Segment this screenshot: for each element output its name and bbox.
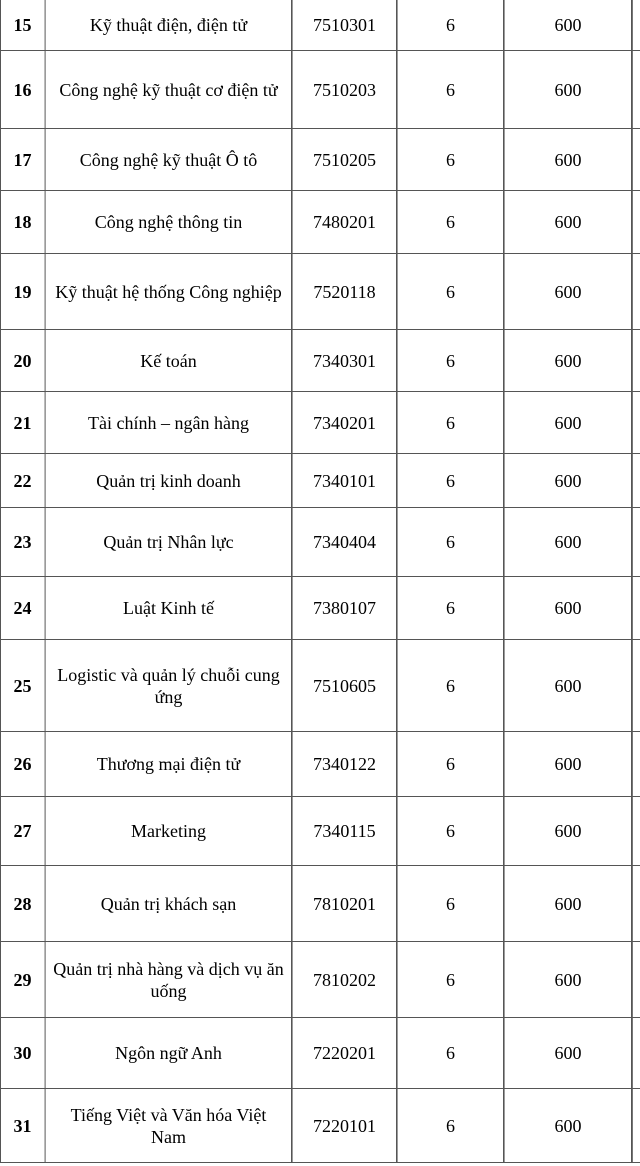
- program-name: Kế toán: [45, 330, 292, 391]
- row-number: 23: [0, 508, 45, 576]
- program-name: Kỹ thuật hệ thống Công nghiệp: [45, 254, 292, 329]
- program-name: Công nghệ kỹ thuật Ô tô: [45, 129, 292, 190]
- years-value: 6: [397, 330, 504, 391]
- row-number: 31: [0, 1089, 45, 1162]
- years-value: 6: [397, 577, 504, 639]
- quota-value: 600: [504, 454, 632, 507]
- trailing-cell: [632, 866, 640, 941]
- quota-value: 600: [504, 640, 632, 731]
- years-value: 6: [397, 254, 504, 329]
- row-number: 19: [0, 254, 45, 329]
- years-value: 6: [397, 0, 504, 50]
- quota-value: 600: [504, 1089, 632, 1162]
- table-row: [0, 51, 640, 129]
- trailing-cell: [632, 508, 640, 576]
- program-name: Logistic và quản lý chuỗi cung ứng: [45, 640, 292, 731]
- trailing-cell: [632, 129, 640, 190]
- program-code: 7510301: [292, 0, 397, 50]
- program-code: 7340201: [292, 392, 397, 453]
- program-code: 7810201: [292, 866, 397, 941]
- table-row: [0, 797, 640, 866]
- table-row: [0, 1089, 640, 1163]
- program-code: 7510605: [292, 640, 397, 731]
- row-number: 22: [0, 454, 45, 507]
- years-value: 6: [397, 732, 504, 796]
- quota-value: 600: [504, 0, 632, 50]
- table-row: [0, 866, 640, 942]
- row-number: 30: [0, 1018, 45, 1088]
- trailing-cell: [632, 640, 640, 731]
- quota-value: 600: [504, 392, 632, 453]
- trailing-cell: [632, 797, 640, 865]
- years-value: 6: [397, 1018, 504, 1088]
- years-value: 6: [397, 508, 504, 576]
- table-row: [0, 1018, 640, 1089]
- program-name: Ngôn ngữ Anh: [45, 1018, 292, 1088]
- program-name: Kỹ thuật điện, điện tử: [45, 0, 292, 50]
- trailing-cell: [632, 577, 640, 639]
- quota-value: 600: [504, 254, 632, 329]
- row-number: 21: [0, 392, 45, 453]
- trailing-cell: [632, 454, 640, 507]
- program-name: Quản trị Nhân lực: [45, 508, 292, 576]
- program-name: Quản trị khách sạn: [45, 866, 292, 941]
- row-number: 16: [0, 51, 45, 128]
- trailing-cell: [632, 330, 640, 391]
- table-row: [0, 640, 640, 732]
- program-code: 7340122: [292, 732, 397, 796]
- program-code: 7810202: [292, 942, 397, 1017]
- program-code: 7510205: [292, 129, 397, 190]
- table-row: [0, 732, 640, 797]
- program-code: 7480201: [292, 191, 397, 253]
- trailing-cell: [632, 0, 640, 50]
- trailing-cell: [632, 732, 640, 796]
- row-number: 17: [0, 129, 45, 190]
- quota-value: 600: [504, 1018, 632, 1088]
- row-number: 25: [0, 640, 45, 731]
- table-row: [0, 508, 640, 577]
- years-value: 6: [397, 191, 504, 253]
- years-value: 6: [397, 392, 504, 453]
- years-value: 6: [397, 454, 504, 507]
- row-number: 20: [0, 330, 45, 391]
- program-name: Công nghệ thông tin: [45, 191, 292, 253]
- row-number: 24: [0, 577, 45, 639]
- program-code: 7340101: [292, 454, 397, 507]
- years-value: 6: [397, 1089, 504, 1162]
- quota-value: 600: [504, 51, 632, 128]
- program-name: Thương mại điện tử: [45, 732, 292, 796]
- years-value: 6: [397, 129, 504, 190]
- row-number: 15: [0, 0, 45, 50]
- program-name: Quản trị nhà hàng và dịch vụ ăn uống: [45, 942, 292, 1017]
- years-value: 6: [397, 797, 504, 865]
- program-name: Marketing: [45, 797, 292, 865]
- quota-value: 600: [504, 508, 632, 576]
- program-code: 7220201: [292, 1018, 397, 1088]
- row-number: 26: [0, 732, 45, 796]
- row-number: 27: [0, 797, 45, 865]
- years-value: 6: [397, 942, 504, 1017]
- trailing-cell: [632, 51, 640, 128]
- program-code: 7510203: [292, 51, 397, 128]
- program-code: 7380107: [292, 577, 397, 639]
- table-row: [0, 0, 640, 51]
- trailing-cell: [632, 1089, 640, 1162]
- trailing-cell: [632, 1018, 640, 1088]
- program-code: 7520118: [292, 254, 397, 329]
- quota-value: 600: [504, 942, 632, 1017]
- quota-value: 600: [504, 732, 632, 796]
- table-row: [0, 454, 640, 508]
- program-name: Công nghệ kỹ thuật cơ điện tử: [45, 51, 292, 128]
- quota-value: 600: [504, 330, 632, 391]
- years-value: 6: [397, 51, 504, 128]
- table-row: [0, 254, 640, 330]
- quota-value: 600: [504, 577, 632, 639]
- program-code: 7220101: [292, 1089, 397, 1162]
- trailing-cell: [632, 191, 640, 253]
- row-number: 18: [0, 191, 45, 253]
- row-number: 29: [0, 942, 45, 1017]
- table-row: [0, 942, 640, 1018]
- quota-value: 600: [504, 866, 632, 941]
- program-code: 7340301: [292, 330, 397, 391]
- quota-value: 600: [504, 129, 632, 190]
- program-code: 7340115: [292, 797, 397, 865]
- table-row: [0, 129, 640, 191]
- trailing-cell: [632, 254, 640, 329]
- trailing-cell: [632, 942, 640, 1017]
- years-value: 6: [397, 640, 504, 731]
- program-name: Luật Kinh tế: [45, 577, 292, 639]
- trailing-cell: [632, 392, 640, 453]
- program-code: 7340404: [292, 508, 397, 576]
- quota-value: 600: [504, 191, 632, 253]
- program-name: Tài chính – ngân hàng: [45, 392, 292, 453]
- quota-value: 600: [504, 797, 632, 865]
- table-row: [0, 191, 640, 254]
- program-name: Quản trị kinh doanh: [45, 454, 292, 507]
- table-row: [0, 392, 640, 454]
- table-row: [0, 330, 640, 392]
- table-row: [0, 577, 640, 640]
- program-name: Tiếng Việt và Văn hóa Việt Nam: [45, 1089, 292, 1162]
- years-value: 6: [397, 866, 504, 941]
- row-number: 28: [0, 866, 45, 941]
